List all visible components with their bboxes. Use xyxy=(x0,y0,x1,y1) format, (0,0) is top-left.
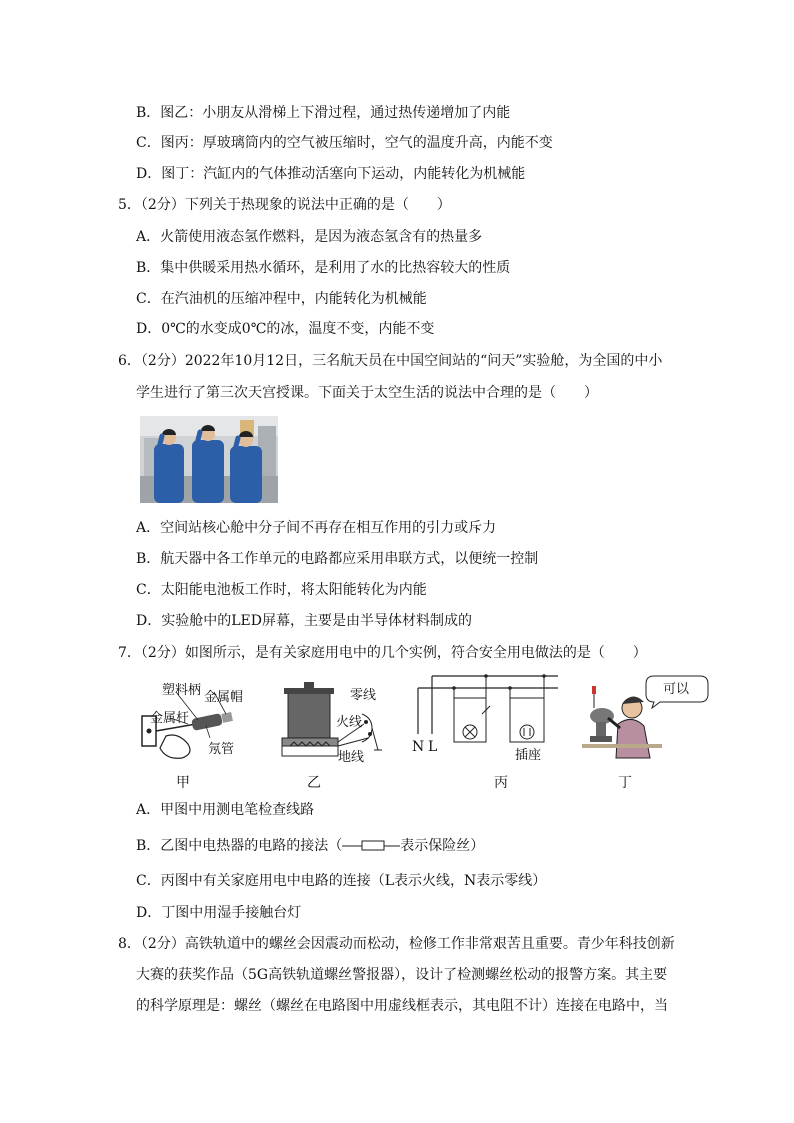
q6-option-b: B．航天器中各工作单元的电路都应采用串联方式，以便统一控制 xyxy=(136,551,539,567)
q4-option-b: B．图乙：小朋友从滑梯上下滑过程，通过热传递增加了内能 xyxy=(136,105,511,121)
label-socket: 插座 xyxy=(515,748,542,763)
q7-option-b xyxy=(136,836,484,856)
label-live-wire: 火线 xyxy=(336,715,363,730)
label-metal-rod: 金属杆 xyxy=(150,711,190,726)
q5-option-b: B．集中供暖采用热水循环，是利用了水的比热容较大的性质 xyxy=(136,260,511,276)
q7-option-d: D．丁图中用湿手接触台灯 xyxy=(136,905,302,921)
caption-ding: 丁 xyxy=(618,775,632,791)
label-neutral-wire: 零线 xyxy=(350,688,377,703)
q8-stem-line2: 大赛的获奖作品（5G高铁轨道螺丝警报器），设计了检测螺丝松动的报警方案。其主要 xyxy=(136,967,668,983)
caption-yi: 乙 xyxy=(307,775,321,791)
label-l: L xyxy=(428,739,438,755)
q4-option-c: C．图丙：厚玻璃筒内的空气被压缩时，空气的温度升高，内能不变 xyxy=(136,135,553,151)
q6-stem-line2: 学生进行了第三次天宫授课。下面关于太空生活的说法中合理的是（ ） xyxy=(136,385,598,401)
label-n: N xyxy=(412,739,425,755)
fuse-symbol-icon xyxy=(342,839,400,853)
q5-option-a: A．火箭使用液态氢作燃料，是因为液态氢含有的热量多 xyxy=(136,229,483,245)
q4-option-d: D．图丁：汽缸内的气体推动活塞向下运动，内能转化为机械能 xyxy=(136,166,526,182)
q7-option-b-suffix: 表示保险丝） xyxy=(400,838,485,854)
q7-option-a: A．甲图中用测电笔检查线路 xyxy=(136,802,315,818)
q6-option-c: C．太阳能电池板工作时，将太阳能转化为内能 xyxy=(136,582,427,598)
q7-option-b-prefix: B．乙图中电热器的电路的接法（ xyxy=(136,838,343,854)
label-metal-cap: 金属帽 xyxy=(204,690,244,705)
q5-option-d: D．0℃的水变成0℃的冰，温度不变，内能不变 xyxy=(136,321,435,337)
astronauts-photo xyxy=(140,416,278,503)
label-ground-wire: 地线 xyxy=(338,750,365,765)
speech-bubble-text: 可以 xyxy=(663,682,690,697)
q8-stem-line3: 的科学原理是：螺丝（螺丝在电路图中用虚线框表示，其电阻不计）连接在电路中，当 xyxy=(136,998,668,1014)
caption-bing: 丙 xyxy=(494,775,508,791)
q6-option-d: D．实验舱中的LED屏幕，主要是由半导体材料制成的 xyxy=(136,613,472,629)
q5-stem: 5．（2分）下列关于热现象的说法中正确的是（ ） xyxy=(118,197,451,213)
q6-stem-line1: 6．（2分）2022年10月12日，三名航天员在中国空间站的“问天”实验舱，为全国的中小 xyxy=(118,353,663,369)
caption-jia: 甲 xyxy=(176,775,190,791)
q6-option-a: A．空间站核心舱中分子间不再存在相互作用的引力或斥力 xyxy=(136,520,497,536)
label-plastic-handle: 塑料柄 xyxy=(162,683,202,698)
q5-option-c: C．在汽油机的压缩冲程中，内能转化为机械能 xyxy=(136,291,427,307)
q8-stem-line1: 8．（2分）高铁轨道中的螺丝会因震动而松动，检修工作非常艰苦且重要。青少年科技创新 xyxy=(118,936,675,952)
label-neon-tube: 氖管 xyxy=(208,742,235,757)
q7-option-c: C．丙图中有关家庭用电中电路的连接（L表示火线，N表示零线） xyxy=(136,873,547,889)
q7-stem: 7．（2分）如图所示，是有关家庭用电中的几个实例，符合安全用电做法的是（ ） xyxy=(118,645,647,661)
figure-ding-lamp xyxy=(582,672,712,762)
